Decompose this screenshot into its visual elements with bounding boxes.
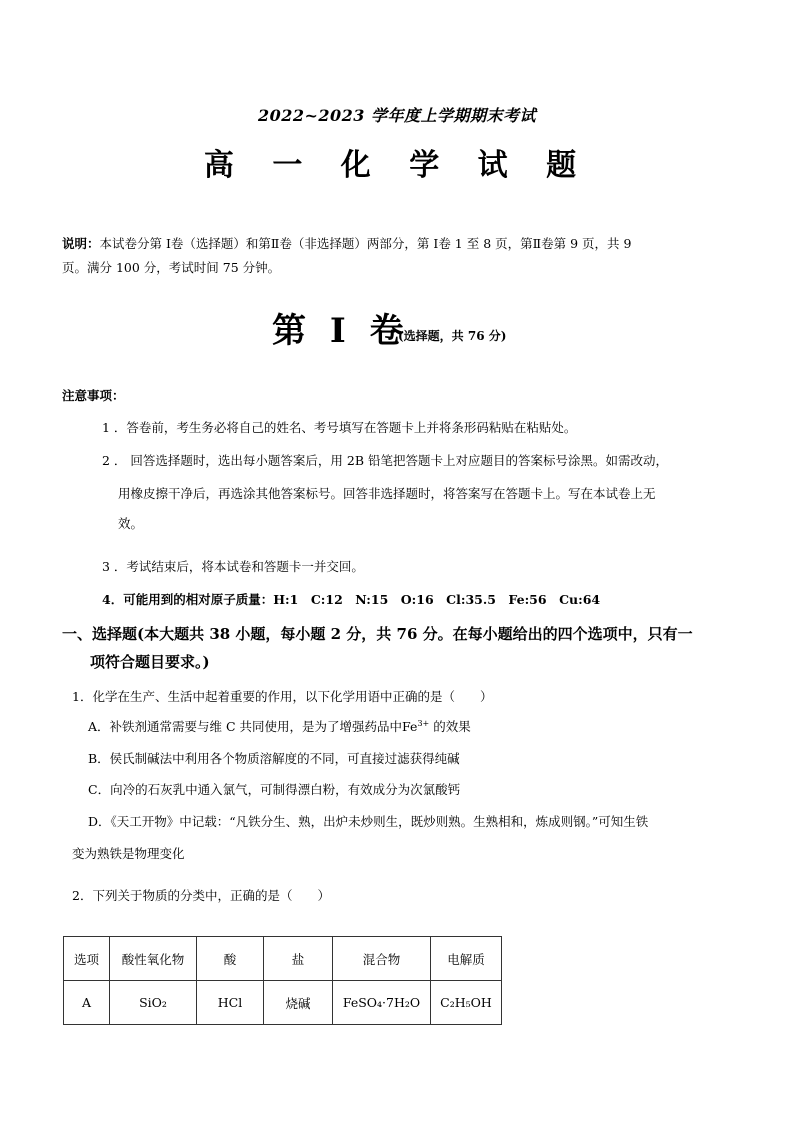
q1-option-a-text: A．补铁剂通常需要与维 C 共同使用，是为了增强药品中Fe	[88, 719, 418, 734]
atomic-mass-line: 4．可能用到的相对原子质量：H:1 C:12 N:15 O:16 Cl:35.5 Fe:56 Cu:64	[102, 592, 601, 607]
exam-title: 高 一 化 学 试 题	[203, 148, 591, 183]
attention-item-2-line2: 用橡皮擦干净后，再选涂其他答案标号。回答非选择题时，将答案写在答题卡上。写在本试卷上无	[118, 486, 656, 501]
exam-description	[62, 232, 732, 280]
table-cell: 烧碱	[264, 981, 333, 1025]
q1-stem: 1．化学在生产、生活中起着重要的作用，以下化学用语中正确的是（ ）	[72, 689, 493, 704]
attention-heading: 注意事项：	[62, 388, 125, 403]
attention-item-1: 1 ．答卷前，考生务必将自己的姓名、考号填写在答题卡上并将条形码粘贴在粘贴处。	[102, 420, 577, 435]
attention-item-2-line3: 效。	[118, 516, 144, 531]
table-cell: FeSO₄·7H₂O	[333, 981, 431, 1025]
table-cell: C₂H₅OH	[431, 981, 502, 1025]
q1-option-c: C．向冷的石灰乳中通入氯气，可制得漂白粉，有效成分为次氯酸钙	[88, 782, 461, 797]
exam-header: 2022~2023 学年度上学期期末考试	[257, 106, 537, 125]
table-row	[64, 981, 502, 1025]
classification-table	[63, 936, 502, 1025]
table-header-cell: 混合物	[333, 937, 431, 981]
q1-option-b: B．侯氏制碱法中利用各个物质溶解度的不同，可直接过滤获得纯碱	[88, 751, 460, 766]
q1-option-a	[88, 717, 471, 735]
attention-item-3: 3 ．考试结束后，将本试卷和答题卡一并交回。	[102, 559, 364, 574]
table-header-cell: 电解质	[431, 937, 502, 981]
note-label: 说明：	[62, 236, 100, 251]
part-subtitle: (选择题，共 76 分)	[398, 329, 507, 343]
q1-option-a-tail: 的效果	[429, 719, 471, 734]
note-line2: 页。满分 100 分，考试时间 75 分钟。	[62, 260, 281, 275]
table-cell: SiO₂	[110, 981, 197, 1025]
part-title: 第 Ⅰ 卷	[272, 311, 410, 351]
table-header-cell: 酸性氧化物	[110, 937, 197, 981]
section-line2: 项符合题目要求。)	[90, 653, 210, 671]
q2-stem: 2．下列关于物质的分类中，正确的是（ ）	[72, 888, 330, 903]
q1-option-d-line2: 变为熟铁是物理变化	[72, 846, 185, 861]
q1-option-a-charge: 3+	[417, 718, 430, 728]
table-header-cell: 选项	[64, 937, 110, 981]
table-header-row	[64, 937, 502, 981]
q1-option-d-line1: D．《天工开物》中记载：“凡铁分生、熟，出炉未炒则生，既炒则熟。生熟相和，炼成则钢。”可知生铁	[88, 814, 649, 829]
section-line1: 一、选择题(本大题共 38 小题，每小题 2 分，共 76 分。在每小题给出的四个选项中，只有一	[62, 625, 693, 643]
table-cell: HCl	[197, 981, 264, 1025]
table-cell: A	[64, 981, 110, 1025]
table-header-cell: 盐	[264, 937, 333, 981]
attention-item-2-line1: 2 ． 回答选择题时，选出每小题答案后，用 2B 铅笔把答题卡上对应题目的答案标号涂黑。如需改动，	[102, 453, 668, 468]
section-heading	[62, 620, 732, 676]
table-header-cell: 酸	[197, 937, 264, 981]
note-line1: 本试卷分第 Ⅰ卷（选择题）和第Ⅱ卷（非选择题）两部分，第 Ⅰ卷 1 至 8 页，第Ⅱ卷第 9 页，共 9	[99, 236, 632, 251]
